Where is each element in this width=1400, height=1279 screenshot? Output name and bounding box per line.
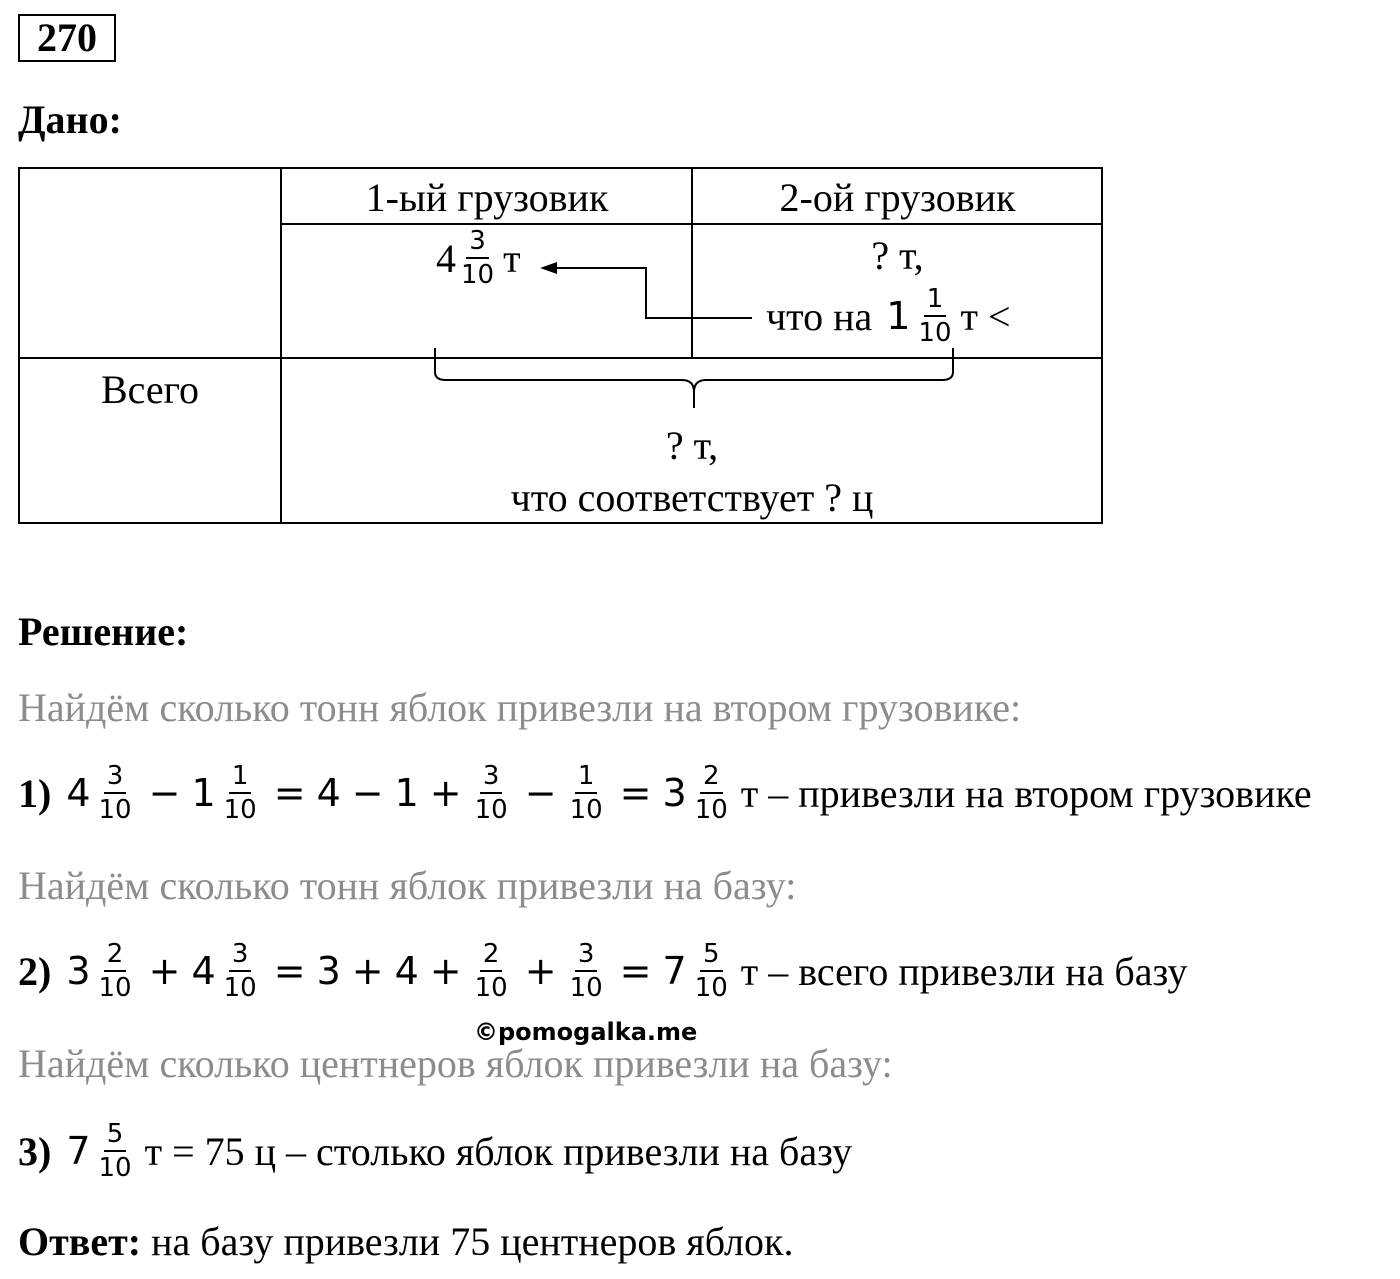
truck1-fraction [458,228,497,288]
operator: = [619,771,652,815]
truck1-unit: т [503,235,521,281]
col-header-truck2: 2-ой грузовик [779,175,1016,220]
fraction-numerator: 1 [575,763,598,794]
fraction [692,941,731,1001]
fraction-denominator: 10 [694,795,728,825]
step-result-text: т – всего привезли на базу [740,948,1188,994]
task-number: 270 [18,14,116,62]
fraction [692,763,731,823]
whole-number: 3 [66,949,91,993]
truck2-fraction [915,286,954,346]
fraction-numerator: 3 [575,941,598,972]
operator: = [619,949,652,993]
fraction-denominator: 10 [918,318,952,348]
fraction-denominator: 10 [223,795,257,825]
operator: + [148,949,181,993]
step-label: 3) [18,1128,52,1174]
truck2-suffix: т < [960,293,1011,339]
truck2-relation [766,286,1011,346]
fraction-denominator: 10 [474,973,508,1003]
fraction-numerator: 3 [104,763,127,794]
operator: − [524,771,557,815]
fraction-denominator: 10 [569,973,603,1003]
step1-comment: Найдём сколько тонн яблок привезли на втором грузовике: [18,685,1022,730]
whole-number: 4 [394,949,419,993]
whole-number: 7 [662,949,687,993]
answer [18,1218,793,1265]
whole-number: 4 [316,771,341,815]
truck2-whole: 1 [886,294,911,338]
fraction [96,763,135,823]
fraction [472,941,511,1001]
fraction-denominator: 10 [98,973,132,1003]
operator: + [429,949,462,993]
whole-number: 1 [394,771,419,815]
fraction-numerator: 3 [480,763,503,794]
fraction-numerator: 1 [924,286,947,317]
fraction-denominator: 10 [98,1153,132,1183]
truck2-unknown: ? т, [871,233,924,278]
truck1-whole: 4 [436,235,456,281]
step-result-text: т = 75 ц – столько яблок привезли на базу [144,1128,853,1174]
fraction-denominator: 10 [461,260,495,290]
fraction-numerator: 2 [480,941,503,972]
fraction [567,941,606,1001]
fraction [472,763,511,823]
fraction-numerator: 3 [229,941,252,972]
operator: − [351,771,384,815]
step3-comment: Найдём сколько центнеров яблок привезли на базу: [18,1041,893,1086]
fraction-numerator: 5 [104,1121,127,1152]
whole-number: 3 [662,771,687,815]
fraction-numerator: 1 [229,763,252,794]
fraction-numerator: 5 [700,941,723,972]
fraction [96,941,135,1001]
step1-equation [18,758,1316,828]
fraction-denominator: 10 [569,795,603,825]
operator: = [273,949,306,993]
fraction-denominator: 10 [694,973,728,1003]
fraction-denominator: 10 [474,795,508,825]
operator: + [429,771,462,815]
fraction [221,941,260,1001]
truck1-value [436,228,521,288]
fraction-denominator: 10 [223,973,257,1003]
whole-number: 1 [191,771,216,815]
fraction-denominator: 10 [98,795,132,825]
fraction [567,763,606,823]
solution-label: Решение: [18,609,189,654]
whole-number: 3 [316,949,341,993]
operator: + [524,949,557,993]
watermark: ©pomogalka.me [474,1018,698,1046]
given-label: Дано: [18,97,122,142]
whole-number: 4 [191,949,216,993]
total-relation: что соответствует ? ц [510,475,874,520]
step-label: 2) [18,948,52,994]
fraction-numerator: 2 [104,941,127,972]
fraction-numerator: 3 [466,228,489,259]
step-label: 1) [18,770,52,816]
fraction [96,1121,135,1181]
whole-number: 7 [66,1129,91,1173]
step-result-text: т – привезли на втором грузовике [740,770,1312,816]
col-header-truck1: 1-ый грузовик [365,175,609,220]
total-label: Всего [100,367,200,412]
total-unknown: ? т, [665,423,719,468]
truck2-prefix: что на [766,293,873,339]
step3-equation [18,1116,856,1186]
answer-label: Ответ: [18,1219,142,1264]
answer-text: на базу привезли 75 центнеров яблок. [151,1219,794,1264]
whole-number: 4 [66,771,91,815]
step2-comment: Найдём сколько тонн яблок привезли на базу: [18,863,797,908]
operator: = [273,771,306,815]
operator: + [351,949,384,993]
fraction [221,763,260,823]
operator: − [148,771,181,815]
fraction-numerator: 2 [700,763,723,794]
step2-equation [18,936,1191,1006]
